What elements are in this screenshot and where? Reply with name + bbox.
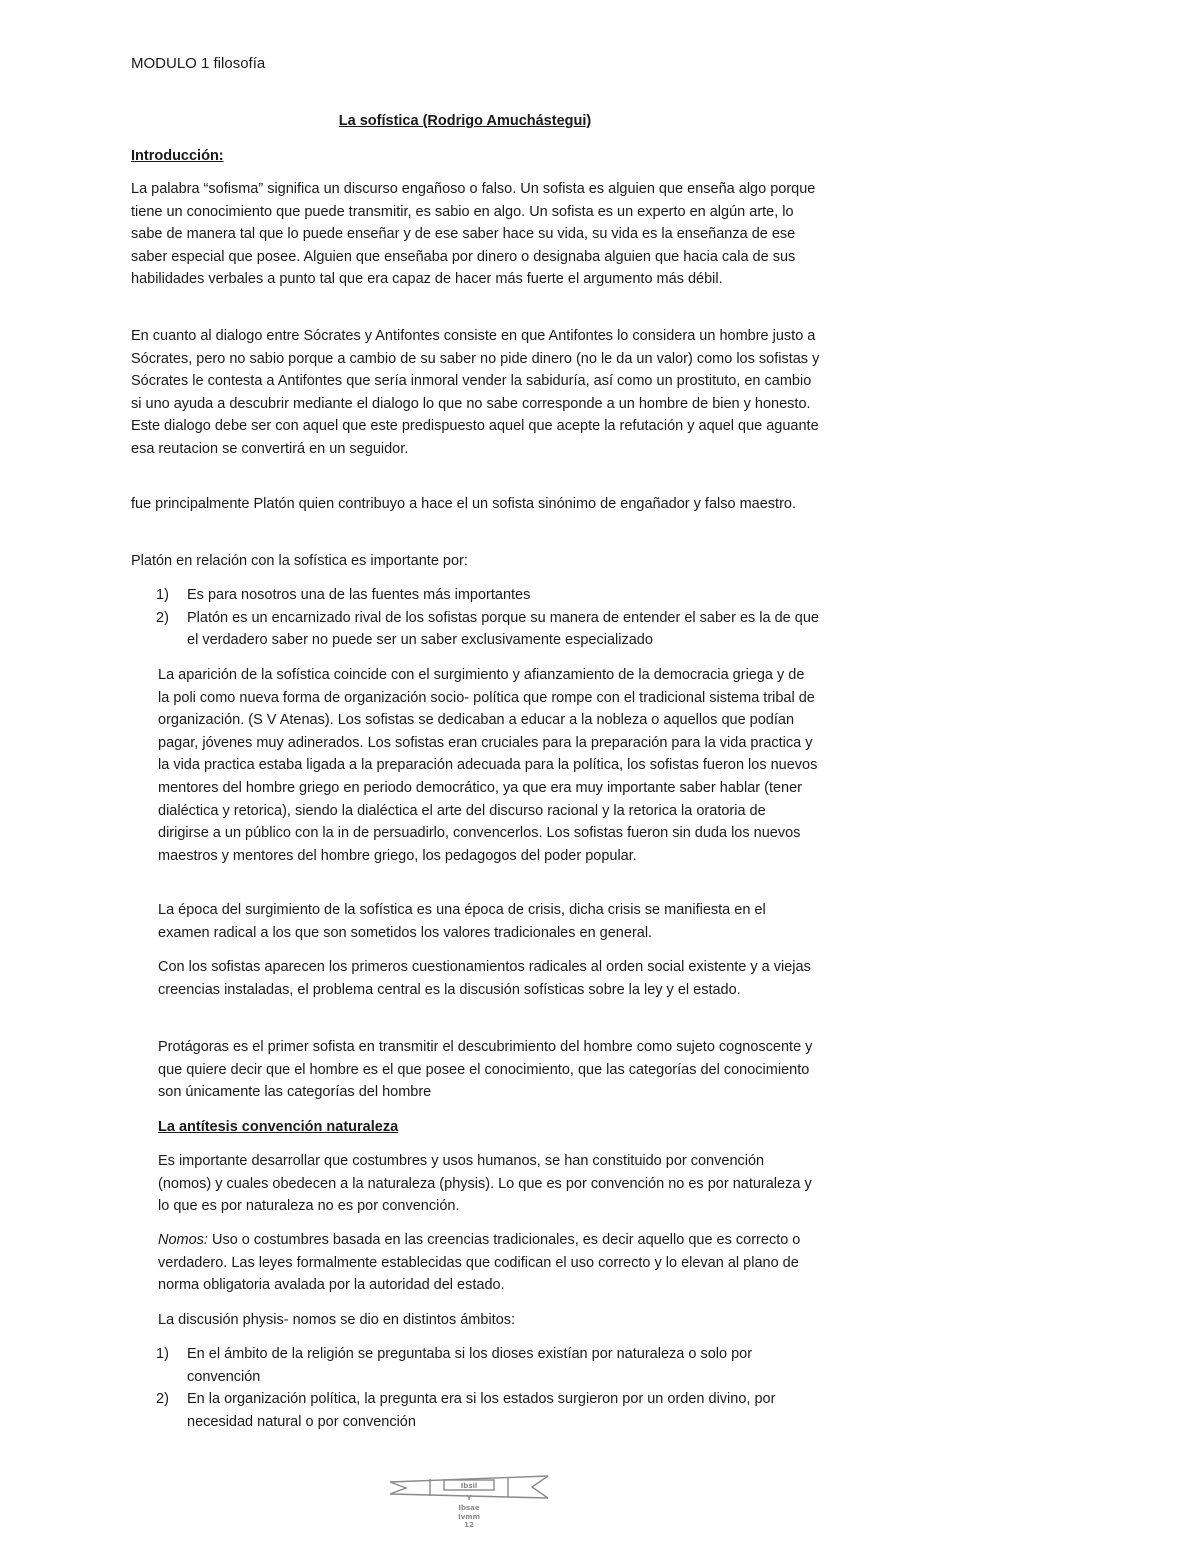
stamp-line: Ivmm bbox=[458, 1513, 480, 1521]
list-ambitos bbox=[131, 1343, 821, 1433]
list-number: 2) bbox=[156, 1391, 169, 1408]
list-item bbox=[131, 1343, 821, 1388]
paragraph-convencion: Es importante desarrollar que costumbres y usos humanos, se han constituido por convención (nomos) y cuales obedecen a la naturaleza (physis). Lo que es por convención no es por naturaleza y lo que es por naturaleza no es por convención. bbox=[158, 1153, 812, 1215]
paragraph-platon-contribution: fue principalmente Platón quien contribuyo a hace el un sofista sinónimo de engañador y falso maestro. bbox=[131, 496, 796, 512]
list-text: Es para nosotros una de las fuentes más importantes bbox=[187, 587, 531, 603]
paragraph-nomos bbox=[158, 1229, 818, 1297]
paragraph-discusion-ambitos: La discusión physis- nomos se dio en distintos ámbitos: bbox=[158, 1312, 516, 1328]
stamp-line: Ibsil bbox=[460, 1482, 478, 1490]
nomos-term: Nomos: bbox=[158, 1232, 208, 1248]
list-number: 2) bbox=[156, 609, 169, 626]
paragraph-epoca-crisis: La época del surgimiento de la sofística es una época de crisis, dicha crisis se manifiesta en el examen radical a los que son sometidos los valores tradicionales en general. bbox=[158, 902, 766, 941]
paragraph-protagoras: Protágoras es el primer sofista en transmitir el descubrimiento del hombre como sujeto cognoscente y que quiere decir que el hombre es el que posee el conocimiento, que las categorías del conocimiento son únicamente las categorías del hombre bbox=[158, 1039, 813, 1101]
watermark-stamp bbox=[386, 1470, 552, 1528]
document-title: La sofística (Rodrigo Amuchástegui) bbox=[338, 113, 592, 129]
list-item bbox=[131, 607, 821, 652]
paragraph-socrates-antifontes: En cuanto al dialogo entre Sócrates y Antifontes consiste en que Antifontes lo considera un hombre justo a Sócrates, pero no sabio porque a cambio de su saber no pide dinero (no le da un valor) como los sofistas y Sócrates le contesta a Antifontes que sería inmoral vender la sabiduría, así como un prostituto, en cambio si uno ayuda a descubrir mediante el dialogo lo que no sabe corresponde a un hombre de bien y honesto. Este dialogo debe ser con aquel que este predispuesto aquel que acepte la refutación y aquel que aguante esa reutacion se convertirá en un seguidor. bbox=[131, 328, 820, 457]
paragraph-sofisma: La palabra “sofisma” significa un discurso engañoso o falso. Un sofista es alguien que enseña algo porque tiene un conocimiento que puede transmitir, es sabio en algo. Un sofista es un experto en algún arte, lo sabe de manera tal que lo puede enseñar y de ese saber hace su vida, su vida es la enseñanza de ese saber especial que posee. Alguien que enseñaba por dinero o designaba alguien que hacia cala de sus habilidades verbales a punto tal que era capaz de hacer más fuerte el argumento más débil. bbox=[131, 181, 816, 288]
list-text: Platón es un encarnizado rival de los sofistas porque su manera de entender el saber es la de que el verdadero saber no puede ser un saber exclusivamente especializado bbox=[187, 609, 819, 649]
paragraph-platon-importance: Platón en relación con la sofística es importante por: bbox=[131, 553, 468, 569]
stamp-line: 12 bbox=[464, 1521, 474, 1528]
list-text: En el ámbito de la religión se preguntaba si los dioses existían por naturaleza o solo por convención bbox=[187, 1346, 753, 1385]
list-number: 1) bbox=[156, 1346, 169, 1362]
list-text: En la organización política, la pregunta era si los estados surgieron por un orden divino, por necesidad natural o por convención bbox=[187, 1391, 776, 1430]
stamp-line: Y bbox=[466, 1494, 472, 1502]
paragraph-aparicion-sofistica: La aparición de la sofística coincide con el surgimiento y afianzamiento de la democracia griega y de la poli como nueva forma de organización socio- política que rompe con el tradicional sistema tribal de organización. (S V Atenas). Los sofistas se dedicaban a educar a la nobleza o aquellos que podían pagar, jóvenes muy adinerados. Los sofistas eran cruciales para la preparación para la vida practica y la vida practica estaba ligada a la preparación adecuada para la política, los sofistas fueron los nuevos mentores del hombre griego en periodo democrático, ya que era muy importante saber hablar (tener dialéctica y retorica), siendo la dialéctica el arte del discurso racional y la retorica la oratoria de dirigirse a un público con la in de persuadirlo, convencerlos. Los sofistas fueron sin duda los nuevos maestros y mentores del hombre griego, los pedagogos del poder popular. bbox=[158, 667, 818, 864]
list-platon-reasons bbox=[131, 584, 821, 652]
section-heading-antitesis: La antítesis convención naturaleza bbox=[158, 1119, 399, 1135]
list-number: 1) bbox=[156, 587, 169, 603]
list-item bbox=[131, 1388, 821, 1433]
stamp-line: Ibsae bbox=[458, 1504, 480, 1512]
page-header: MODULO 1 filosofía bbox=[131, 55, 266, 72]
intro-heading: Introducción: bbox=[131, 148, 224, 164]
paragraph-cuestionamientos: Con los sofistas aparecen los primeros cuestionamientos radicales al orden social existente y a viejas creencias instaladas, el problema central es la discusión sofísticas sobre la ley y el estado. bbox=[158, 959, 811, 998]
list-item bbox=[131, 584, 821, 607]
nomos-definition: Uso o costumbres basada en las creencias tradicionales, es decir aquello que es correcto o verdadero. Las leyes formalmente establecidas que codifican el uso correcto y lo elevan al plano de norma obligatoria avalada por la autoridad del estado. bbox=[158, 1232, 801, 1294]
